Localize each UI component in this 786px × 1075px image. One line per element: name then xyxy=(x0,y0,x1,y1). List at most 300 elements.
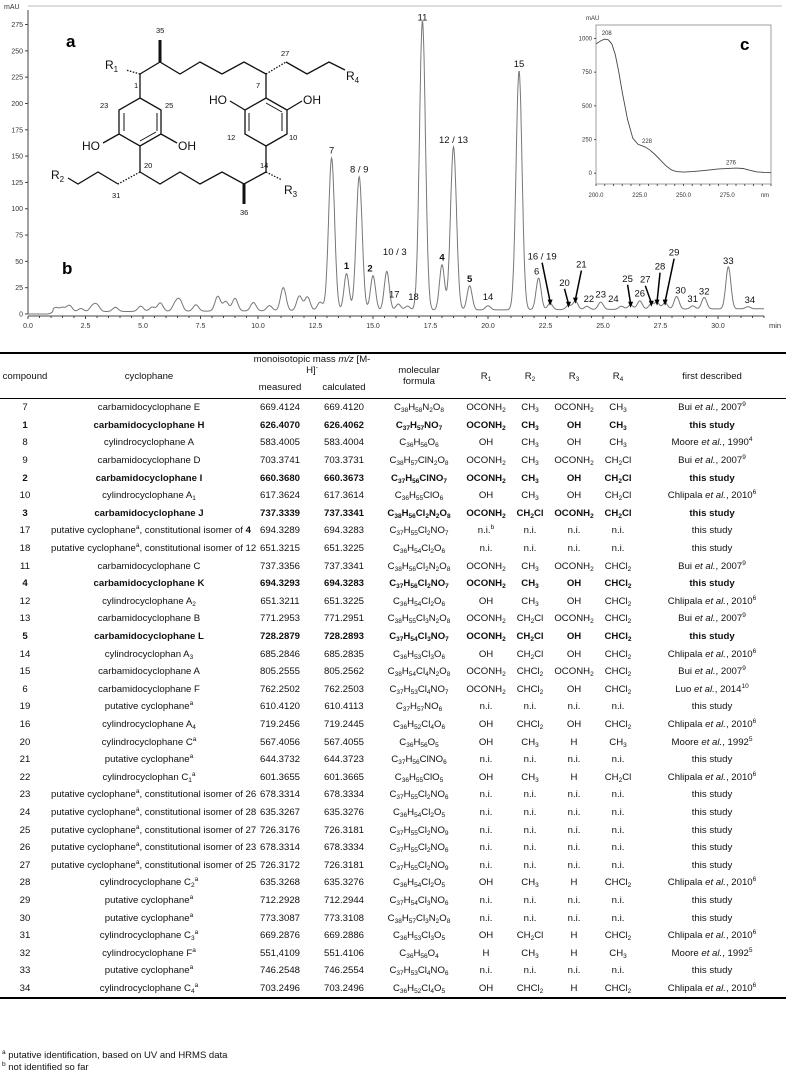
cell-r4: CHCl$_2$ xyxy=(604,683,632,696)
cell-formula: $C_{37}H_{54}Cl_3NO_7$ xyxy=(389,631,449,644)
cell-r1: $OCONH_2$ xyxy=(466,472,506,485)
cell-r3: $OCONH_2$ xyxy=(554,402,594,415)
cell-calculated: 583.4004 xyxy=(324,437,365,449)
peak-label: 4 xyxy=(439,252,445,264)
peak-arrow xyxy=(565,289,569,304)
oh-label-2: OH xyxy=(303,93,321,107)
cell-compound: 10 xyxy=(19,490,31,502)
table-row xyxy=(0,575,786,593)
cell-r3: n.i. xyxy=(567,965,581,977)
uv-peak-label: 228 xyxy=(641,138,653,145)
cell-first-described: Chlipala et al., 2010$^6$ xyxy=(667,489,757,502)
cell-r2: $CH_3$ xyxy=(521,437,539,450)
cell-r1: n.i. xyxy=(479,965,493,977)
cell-r2: $CH_3$ xyxy=(521,771,539,784)
x-tick-label: 0.0 xyxy=(23,323,33,330)
cell-r3: n.i. xyxy=(567,842,581,854)
header-formula-line1: molecular xyxy=(398,365,440,376)
cell-r2: n.i. xyxy=(523,842,537,854)
cell-measured: 805.2555 xyxy=(259,666,300,678)
cell-formula: $C_{38}H_{57}ClN_2O_8$ xyxy=(389,455,449,468)
cell-formula: $C_{36}H_{54}Cl_2O_6$ xyxy=(392,543,446,556)
cell-r4: $CH_3$ xyxy=(609,947,627,960)
cell-calculated: 635.3276 xyxy=(324,806,365,818)
cell-measured: 773.3087 xyxy=(259,912,300,924)
cell-r4: n.i. xyxy=(611,525,625,537)
cell-cyclophane: cylindrocyclophane $A_2$ xyxy=(102,595,196,608)
cell-first-described: this study xyxy=(689,507,735,519)
cell-measured: 694.3293 xyxy=(259,578,300,590)
peak-label: 21 xyxy=(576,259,587,271)
cell-formula: $C_{37}H_{55}Cl_2NO_7$ xyxy=(389,525,449,538)
atom-number: 7 xyxy=(256,81,261,90)
cell-calculated: 719.2445 xyxy=(324,718,365,730)
cell-formula: $C_{36}H_{55}ClO_6$ xyxy=(394,490,444,503)
cell-cyclophane: putative cyclophane$^a$, constitutional isomer of 27 xyxy=(51,823,257,836)
atom-number: 35 xyxy=(156,26,165,35)
cell-r4: n.i. xyxy=(611,894,625,906)
cell-r4: n.i. xyxy=(611,543,625,555)
footnote-a-text: putative identification, based on UV and HRMS data xyxy=(5,1050,228,1061)
cell-r2: $CH_3$ xyxy=(521,736,539,749)
header-mz: m/z xyxy=(338,354,354,365)
cell-r4: n.i. xyxy=(611,806,625,818)
cell-r2: $CH_3$ xyxy=(521,877,539,890)
cell-r4: $CH_2Cl$ xyxy=(604,507,632,520)
cell-formula: $C_{38}H_{57}Cl_3N_2O_8$ xyxy=(387,912,451,925)
peak-label: 31 xyxy=(687,293,698,305)
cell-calculated: 746.2554 xyxy=(324,965,365,977)
peak-label: 18 xyxy=(408,291,419,303)
cell-compound: 33 xyxy=(19,965,31,977)
peak-arrow xyxy=(575,271,581,300)
cell-r4: CHCl$_2$ xyxy=(604,666,632,679)
cell-calculated: 694.3283 xyxy=(324,525,365,537)
cell-r1: OH xyxy=(478,490,494,502)
cell-first-described: this study xyxy=(691,525,733,537)
cell-measured: 651.3215 xyxy=(259,543,300,555)
cell-calculated: 551.4106 xyxy=(324,947,365,959)
cell-cyclophane: carbamidocyclophane A xyxy=(98,666,200,678)
cell-compound: 27 xyxy=(19,859,31,871)
cell-r3: H xyxy=(570,736,578,748)
cell-cyclophane: carbamidocyclophane K xyxy=(93,578,205,590)
cell-first-described: Moore et al., 1992$^5$ xyxy=(671,946,753,959)
peak-label: 1 xyxy=(343,261,350,273)
cell-calculated: 703.2496 xyxy=(324,982,365,994)
y-tick-label: 275 xyxy=(11,22,23,30)
cell-cyclophane: carbamidocyclophane I xyxy=(95,472,203,484)
cell-cyclophane: cylindrocyclophan $A_3$ xyxy=(104,648,194,661)
cell-r3: $OCONH_2$ xyxy=(554,666,594,679)
peak-label: 12 / 13 xyxy=(438,134,469,146)
cell-r3: n.i. xyxy=(567,543,581,555)
cell-r1: OH xyxy=(478,771,494,783)
cell-formula: $C_{37}H_{55}Cl_2NO_6$ xyxy=(389,842,449,855)
peak-label: 15 xyxy=(513,59,525,71)
cell-measured: 737.3356 xyxy=(259,560,300,572)
header-r2-text: R xyxy=(524,370,532,382)
cell-compound: 16 xyxy=(19,718,31,730)
table-body xyxy=(0,399,786,999)
cell-r3: n.i. xyxy=(567,859,581,871)
peak-label: 29 xyxy=(668,247,680,259)
cell-compound: 21 xyxy=(19,754,31,766)
cell-first-described: Luo et al., 2014$^{10}$ xyxy=(675,682,749,695)
cell-calculated: 712.2944 xyxy=(324,894,365,906)
cell-compound: 19 xyxy=(19,701,31,713)
cell-compound: 18 xyxy=(19,543,31,555)
header-calculated: calculated xyxy=(322,381,366,393)
cell-r4: n.i. xyxy=(611,859,625,871)
cell-calculated: 771.2951 xyxy=(324,613,365,625)
peak-arrow xyxy=(657,273,660,302)
cell-measured: 762.2502 xyxy=(259,683,300,695)
cell-formula: $C_{36}H_{53}Cl_3O_5$ xyxy=(392,930,446,943)
peak-label: 20 xyxy=(559,277,570,289)
cell-first-described: this study xyxy=(691,806,733,818)
table-row xyxy=(0,540,786,558)
cell-r4: CHCl$_2$ xyxy=(604,613,632,626)
cell-r2: n.i. xyxy=(523,543,537,555)
y-tick-label: 75 xyxy=(15,232,23,240)
cell-formula: $C_{36}H_{56}O_6$ xyxy=(399,437,439,450)
header-r3-text: R xyxy=(568,370,576,382)
cell-compound: 7 xyxy=(22,402,28,414)
cell-r1: OH xyxy=(478,437,494,449)
cell-r1: n.i. xyxy=(479,824,493,836)
cell-first-described: Bui et al., 2007$^9$ xyxy=(678,612,746,625)
cell-measured: 626.4070 xyxy=(259,419,300,431)
cell-r2: $CH_2Cl$ xyxy=(516,507,544,520)
cell-r3: $OCONH_2$ xyxy=(554,613,594,626)
x-tick-label: 22.5 xyxy=(538,323,553,330)
cell-r2: n.i. xyxy=(523,894,537,906)
y-tick-label: 125 xyxy=(11,179,23,187)
y-tick-label: 150 xyxy=(11,153,23,161)
cell-calculated: 694.3283 xyxy=(324,578,365,590)
peak-label: 27 xyxy=(640,274,651,286)
cell-cyclophane: putative cyclophane$^a$ xyxy=(104,964,194,977)
uv-peak-label: 208 xyxy=(601,31,612,38)
cell-r4: $CH_3$ xyxy=(609,736,627,749)
cell-calculated: 626.4062 xyxy=(324,419,365,431)
cell-compound: 14 xyxy=(19,648,31,660)
atom-number: 36 xyxy=(240,208,249,217)
cell-first-described: this study xyxy=(691,754,733,766)
cell-r2: n.i. xyxy=(523,965,537,977)
table-row xyxy=(0,980,786,999)
cell-calculated: 678.3334 xyxy=(324,842,365,854)
cell-calculated: 601.3665 xyxy=(324,771,365,783)
peak-label: 14 xyxy=(482,291,494,303)
atom-number: 23 xyxy=(100,101,109,110)
cell-cyclophane: putative cyclophane$^a$ xyxy=(104,893,194,906)
cell-measured: 551,4109 xyxy=(259,947,300,959)
x-tick-label: 27.5 xyxy=(653,323,668,330)
panel-label-c: c xyxy=(740,35,750,54)
cell-compound: 22 xyxy=(19,771,31,783)
table-row xyxy=(0,909,786,927)
cell-r4: $CH_2Cl$ xyxy=(604,490,632,503)
r1-label: $R_1$ xyxy=(105,58,119,74)
header-mass-group xyxy=(248,353,376,376)
cell-calculated: 617.3614 xyxy=(324,490,365,502)
footnote-a xyxy=(2,1050,227,1062)
cell-measured: 746.2548 xyxy=(259,965,300,977)
cell-first-described: this study xyxy=(691,824,733,836)
cell-formula: $C_{36}H_{55}ClO_5$ xyxy=(394,771,444,784)
atom-number: 12 xyxy=(227,133,236,142)
cell-r1: $OCONH_2$ xyxy=(466,631,506,644)
cell-first-described: Bui et al., 2007$^9$ xyxy=(678,401,746,414)
x-tick-label: 25.0 xyxy=(596,323,610,330)
table-row xyxy=(0,469,786,487)
cell-r4: n.i. xyxy=(611,842,625,854)
cell-r3: n.i. xyxy=(567,701,581,713)
cell-calculated: 651.3225 xyxy=(324,543,365,555)
table-row xyxy=(0,452,786,470)
cell-r4: CHCl$_2$ xyxy=(604,595,632,608)
table-row xyxy=(0,733,786,751)
cell-r4: CHCl$_2$ xyxy=(604,877,632,890)
cell-r3: OH xyxy=(566,437,582,449)
table-row xyxy=(0,962,786,980)
cell-measured: 694.3289 xyxy=(259,525,300,537)
cell-measured: 726.3172 xyxy=(259,859,300,871)
panel-label-a: a xyxy=(66,32,76,51)
peak-label: 22 xyxy=(583,293,595,305)
atom-number: 14 xyxy=(260,161,269,170)
footnote-b-text: not identified so far xyxy=(5,1062,89,1073)
header-charge: - xyxy=(315,364,318,371)
cell-compound: 23 xyxy=(19,789,31,801)
header-r1-sub: 1 xyxy=(487,375,492,383)
cell-r4: CHCl$_2$ xyxy=(604,930,632,943)
cell-measured: 644.3732 xyxy=(259,754,300,766)
cell-r2: n.i. xyxy=(523,754,537,766)
table-row xyxy=(0,874,786,892)
cell-first-described: Bui et al., 2007$^9$ xyxy=(678,665,746,678)
cell-r4: $CH_2Cl$ xyxy=(604,771,632,784)
cell-compound: 13 xyxy=(19,613,31,625)
header-first-described: first described xyxy=(682,370,742,382)
cell-first-described: Moore et al., 1992$^5$ xyxy=(671,735,753,748)
atom-number: 10 xyxy=(289,133,298,142)
cell-compound: 25 xyxy=(19,824,31,836)
cell-first-described: Bui et al., 2007$^9$ xyxy=(678,559,746,572)
peak-arrow xyxy=(628,285,631,304)
cell-formula: $C_{36}H_{52}Cl_4O_5$ xyxy=(392,982,446,995)
cell-r2: $CH_3$ xyxy=(521,455,539,468)
header-cyclophane: cyclophane xyxy=(124,370,174,382)
cell-r1: $OCONH_2$ xyxy=(466,613,506,626)
cell-formula: $C_{37}H_{53}Cl_4NO_7$ xyxy=(389,683,449,696)
cell-formula: $C_{38}H_{56}Cl_2N_2O_8$ xyxy=(387,560,451,573)
header-r2-sub: 2 xyxy=(531,375,536,383)
table-row xyxy=(0,892,786,910)
cell-r1: $OCONH_2$ xyxy=(466,560,506,573)
cell-r3: $OCONH_2$ xyxy=(554,560,594,573)
cell-r3: H xyxy=(570,771,578,783)
x-tick-label: 17.5 xyxy=(423,323,438,330)
cell-first-described: this study xyxy=(689,578,735,590)
cell-calculated: 644.3723 xyxy=(324,754,365,766)
table-row xyxy=(0,751,786,769)
cell-measured: 703.3741 xyxy=(259,455,300,467)
cell-cyclophane: cylindrocyclophan $C_1^a$ xyxy=(102,770,196,784)
cell-r3: H xyxy=(570,930,578,942)
header-r4-sub: 4 xyxy=(619,375,624,383)
uv-y-tick-label: 500 xyxy=(581,103,592,110)
table-row xyxy=(0,927,786,945)
cell-r4: $CH_2Cl$ xyxy=(604,472,632,485)
cell-first-described: Chlipala et al., 2010$^6$ xyxy=(667,981,757,994)
cell-formula: $C_{36}H_{56}O_5$ xyxy=(399,736,439,749)
cell-r4: CHCl$_2$ xyxy=(604,982,632,995)
cell-cyclophane: carbamidocyclophane B xyxy=(97,613,201,625)
cell-r1: n.i. xyxy=(479,806,493,818)
cell-r2: n.i. xyxy=(523,806,537,818)
cell-r2: n.i. xyxy=(523,525,537,537)
y-tick-label: 50 xyxy=(15,258,23,266)
cell-r1: n.i. xyxy=(479,912,493,924)
cell-r2: $CH_2Cl$ xyxy=(516,648,544,661)
peak-label: 33 xyxy=(723,255,734,267)
cell-compound: 2 xyxy=(22,472,28,484)
cell-cyclophane: putative cyclophane$^a$ xyxy=(104,911,194,924)
y-tick-label: 250 xyxy=(11,48,23,56)
cell-measured: 737.3339 xyxy=(259,507,300,519)
x-tick-label: 30.0 xyxy=(711,323,725,330)
cell-calculated: 660.3673 xyxy=(324,472,365,484)
cell-first-described: this study xyxy=(691,842,733,854)
cell-formula: $C_{36}H_{52}Cl_4O_6$ xyxy=(392,718,446,731)
cell-formula: $C_{37}H_{56}ClNO_7$ xyxy=(391,472,447,485)
cell-r4: CHCl$_2$ xyxy=(604,560,632,573)
cell-first-described: Chlipala et al., 2010$^6$ xyxy=(667,594,757,607)
x-tick-label: 10.0 xyxy=(251,323,265,330)
cell-cyclophane: cylindrocyclophane $A_4$ xyxy=(102,718,196,731)
cell-r3: $OCONH_2$ xyxy=(554,507,594,520)
cell-r2: $CH_3$ xyxy=(521,402,539,415)
cell-r2: $CH_2Cl$ xyxy=(516,930,544,943)
cell-compound: 30 xyxy=(19,912,31,924)
cell-r2: $CH_3$ xyxy=(521,595,539,608)
cell-compound: 6 xyxy=(22,683,28,695)
peak-label: 26 xyxy=(634,288,646,300)
cell-formula: $C_{37}H_{55}Cl_2NO_6$ xyxy=(389,789,449,802)
cell-measured: 567.4056 xyxy=(259,736,300,748)
table-row xyxy=(0,593,786,611)
cell-measured: 703.2496 xyxy=(259,982,300,994)
cell-cyclophane: putative cyclophane$^a$, constitutional isomer of 12 xyxy=(51,542,257,555)
peak-arrow xyxy=(665,259,674,302)
header-mass-text: monoisotopic mass xyxy=(253,354,339,365)
figure xyxy=(0,0,786,340)
cell-calculated: 773.3108 xyxy=(324,912,365,924)
uv-y-axis-label: mAU xyxy=(586,16,600,22)
cell-r2: $CH_3$ xyxy=(521,560,539,573)
peak-label: 7 xyxy=(328,145,335,157)
table-row xyxy=(0,716,786,734)
cell-calculated: 567.4055 xyxy=(324,736,365,748)
table-row xyxy=(0,839,786,857)
table-row xyxy=(0,487,786,505)
cell-compound: 9 xyxy=(22,455,28,467)
cell-compound: 29 xyxy=(19,894,31,906)
cell-calculated: 669.2886 xyxy=(324,930,365,942)
compound-table xyxy=(0,352,786,999)
cell-r4: n.i. xyxy=(611,965,625,977)
table-row xyxy=(0,434,786,452)
header-measured: measured xyxy=(258,381,302,393)
uv-x-axis-label: nm xyxy=(760,193,770,199)
cell-r3: n.i. xyxy=(567,754,581,766)
cell-r1: n.i. xyxy=(479,859,493,871)
cell-formula: $C_{36}H_{53}Cl_3O_6$ xyxy=(392,648,446,661)
cell-cyclophane: carbamidocyclophane D xyxy=(97,455,201,467)
header-mh: [M-H] xyxy=(306,354,371,376)
cell-r2: n.i. xyxy=(523,701,537,713)
cell-first-described: Bui et al., 2007$^9$ xyxy=(678,454,746,467)
cell-first-described: Chlipala et al., 2010$^6$ xyxy=(667,647,757,660)
footnote-b-mark: b xyxy=(2,1061,6,1068)
cell-compound: 26 xyxy=(19,842,31,854)
uv-peak-label: 276 xyxy=(725,160,737,167)
y-tick-label: 100 xyxy=(11,206,23,214)
cell-measured: 610.4120 xyxy=(259,701,300,713)
cell-compound: 34 xyxy=(19,982,31,994)
peak-arrowhead xyxy=(628,302,633,308)
footnotes xyxy=(2,1050,227,1074)
uv-y-tick-label: 0 xyxy=(588,171,592,178)
table-row xyxy=(0,768,786,786)
table-header xyxy=(0,353,786,399)
cell-measured: 617.3624 xyxy=(259,490,300,502)
cell-r3: $OCONH_2$ xyxy=(554,455,594,468)
cell-r4: CHCl$_2$ xyxy=(604,718,632,731)
cell-formula: $C_{38}H_{56}Cl_2N_2O_8$ xyxy=(387,507,451,520)
cell-calculated: 669.4120 xyxy=(324,402,365,414)
table-row xyxy=(0,681,786,699)
ho-label-1: HO xyxy=(82,139,100,153)
table-row xyxy=(0,399,786,417)
atom-numbers xyxy=(100,26,297,217)
cell-cyclophane: putative cyclophane$^a$, constitutional isomer of 25 xyxy=(51,858,257,871)
x-tick-label: 15.0 xyxy=(366,323,380,330)
cell-measured: 712.2928 xyxy=(259,894,300,906)
cell-r1: OH xyxy=(478,648,494,660)
y-tick-label: 0 xyxy=(19,311,23,319)
cell-first-described: this study xyxy=(689,472,735,484)
cell-r2: n.i. xyxy=(523,789,537,801)
cell-r4: n.i. xyxy=(611,701,625,713)
cell-r4: $CH_3$ xyxy=(609,437,627,450)
peak-label: 17 xyxy=(389,289,400,301)
cell-formula: $C_{37}H_{56}Cl_2NO_7$ xyxy=(389,578,449,591)
cell-formula: $C_{38}H_{54}Cl_4N_2O_8$ xyxy=(387,666,451,679)
table-row xyxy=(0,804,786,822)
cell-r1: $OCONH_2$ xyxy=(466,578,506,591)
cell-r1: n.i. xyxy=(479,754,493,766)
table-row xyxy=(0,645,786,663)
cell-measured: 660.3680 xyxy=(259,472,300,484)
cell-cyclophane: cylindrocyclophane $F^a$ xyxy=(102,946,196,959)
cell-formula: $C_{36}H_{54}Cl_2O_5$ xyxy=(392,806,446,819)
peak-arrow xyxy=(542,263,550,302)
table-row xyxy=(0,786,786,804)
